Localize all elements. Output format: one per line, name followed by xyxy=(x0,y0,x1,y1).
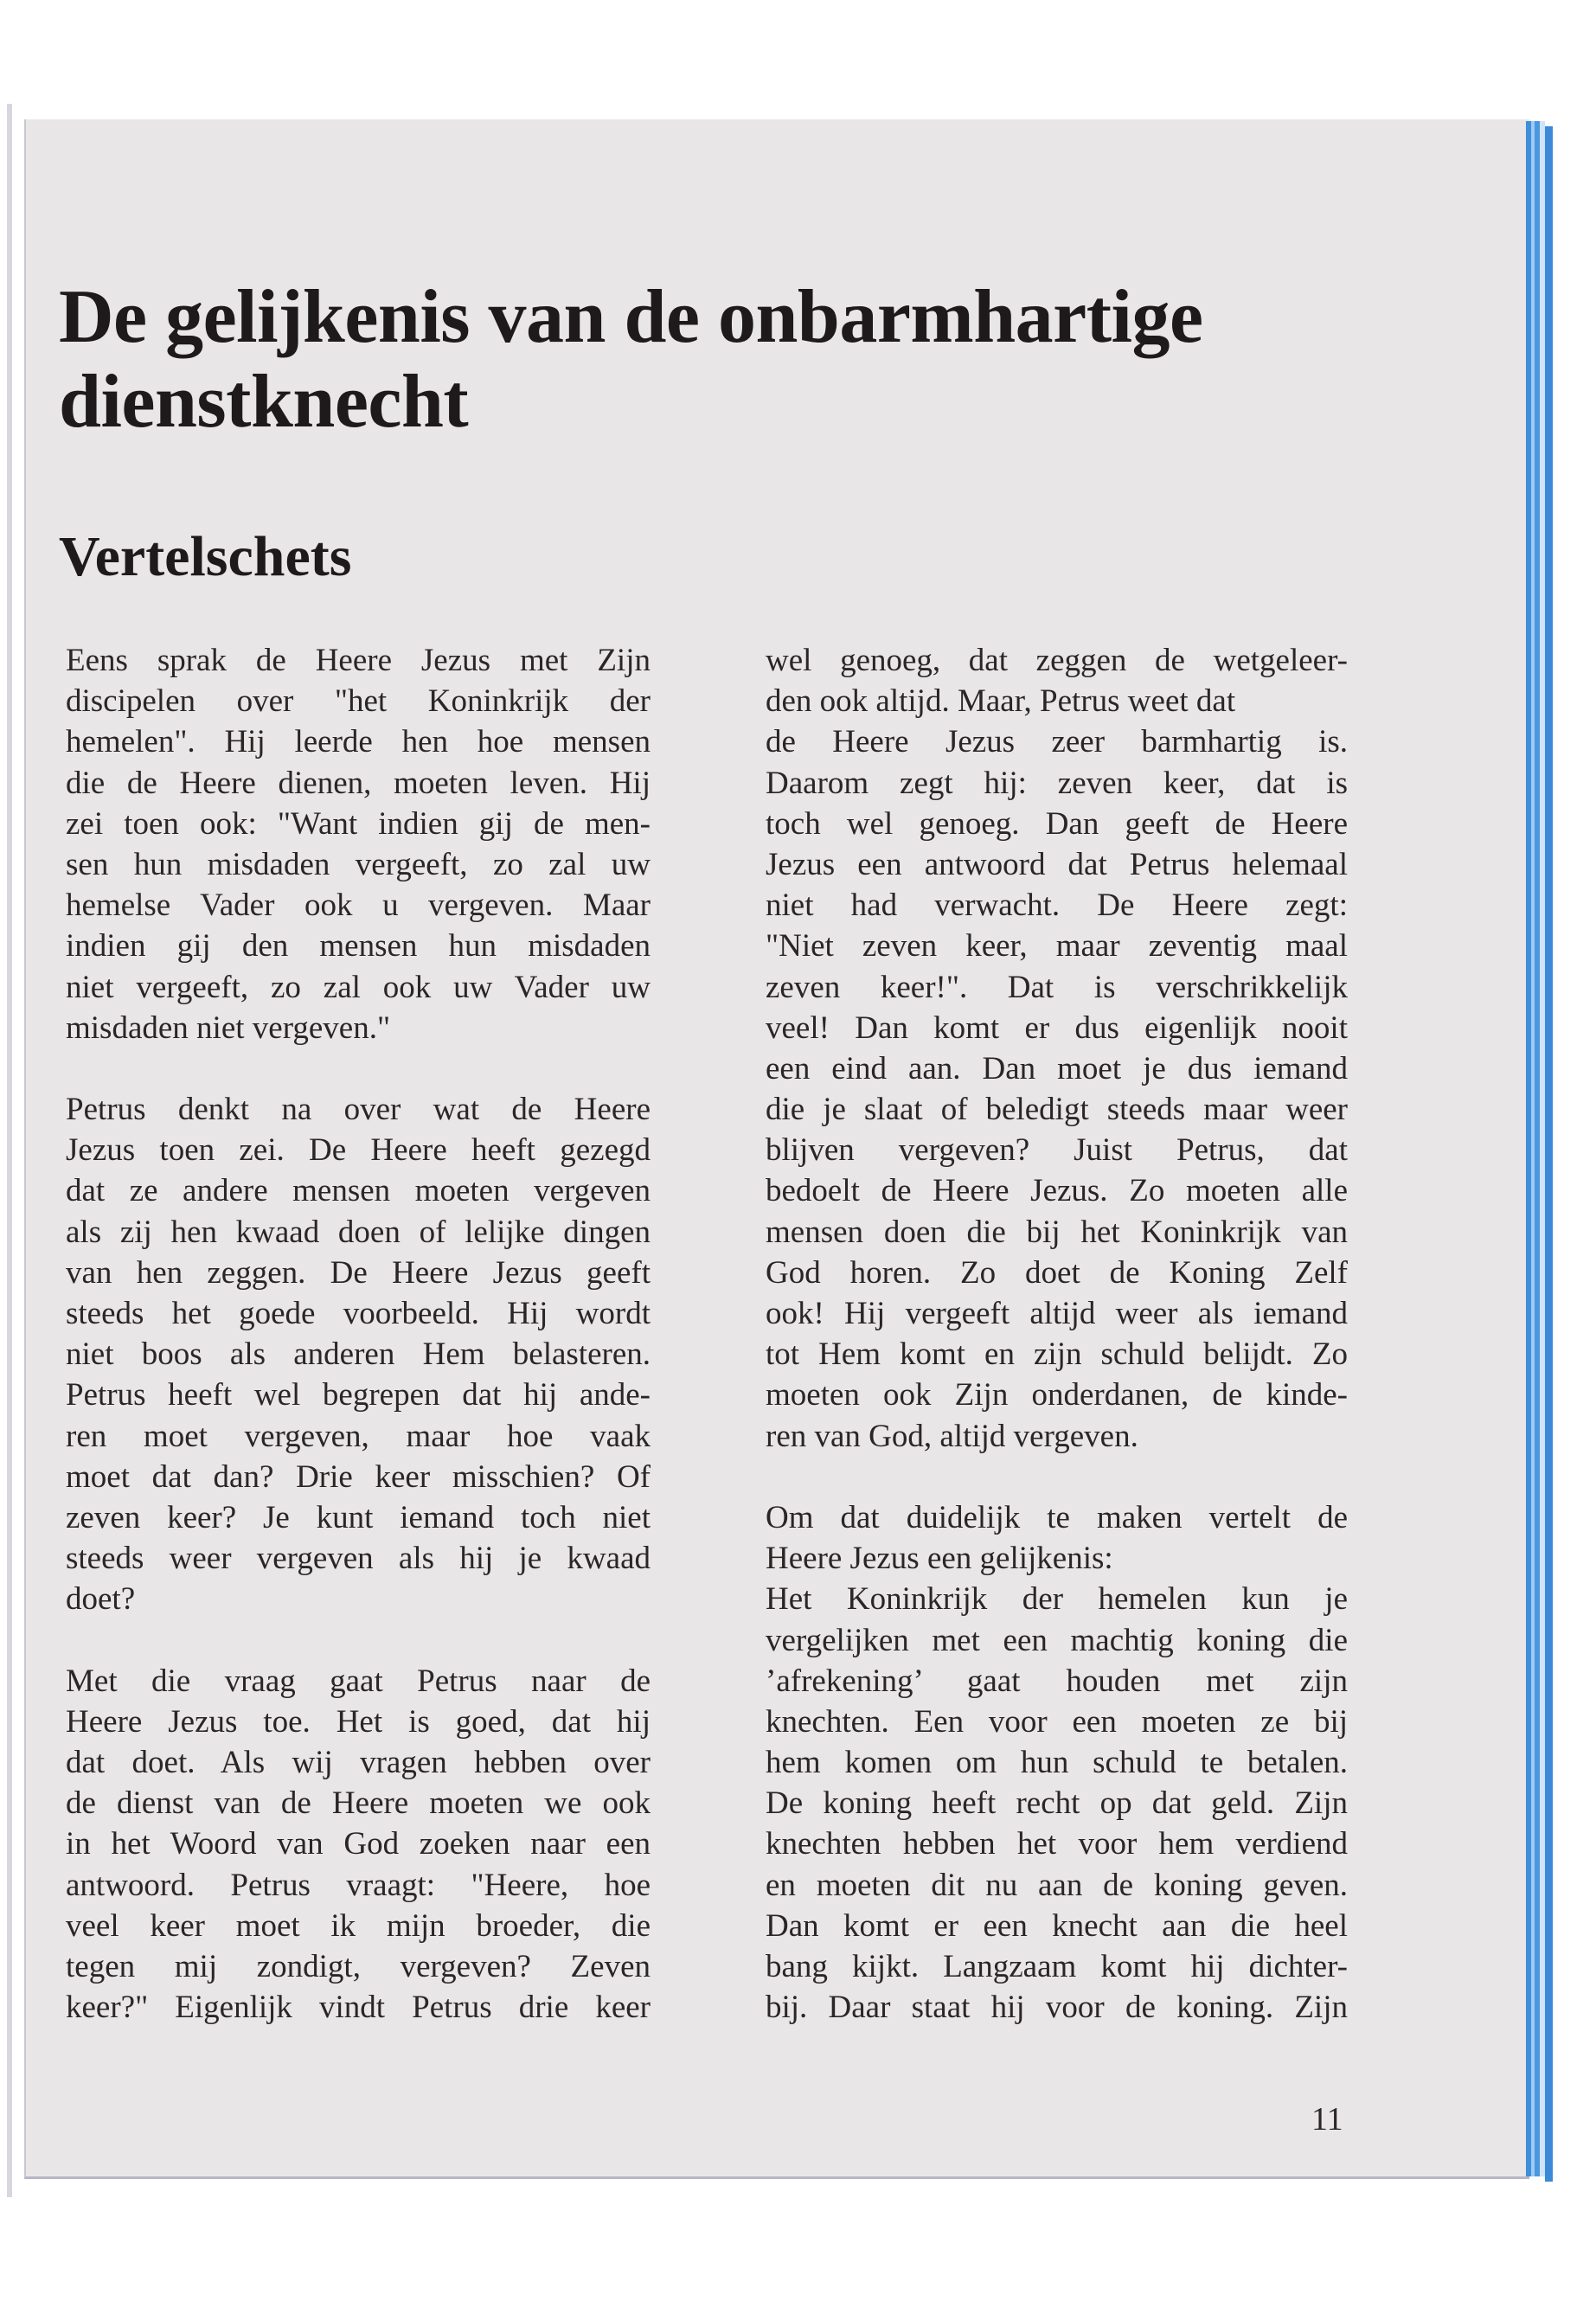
text-line: Heere Jezus toe. Het is goed, dat hij xyxy=(66,1703,651,1740)
text-line: Petrus denkt na over wat de Heere xyxy=(66,1092,651,1128)
text-line: discipelen over "het Koninkrijk der xyxy=(66,683,651,720)
text-line: Jezus een antwoord dat Petrus helemaal xyxy=(766,846,1348,882)
text-line: indien gij den mensen hun misdaden xyxy=(66,928,651,965)
text-line: bij. Daar staat hij voor de koning. Zijn xyxy=(766,1990,1348,2026)
text-line: blijven vergeven? Juist Petrus, dat xyxy=(766,1132,1348,1169)
text-line: toch wel genoeg. Dan geeft de Heere xyxy=(766,805,1348,842)
text-line: "Niet zeven keer, maar zeventig maal xyxy=(766,928,1348,965)
text-line: tegen mij zondigt, vergeven? Zeven xyxy=(66,1949,651,1984)
paragraph xyxy=(766,640,1348,721)
text-line: de Heere Jezus zeer barmhartig is. xyxy=(766,724,1348,760)
text-line: wel genoeg, dat zeggen de wetgeleer- xyxy=(766,643,1348,678)
text-block xyxy=(66,1089,651,1619)
text-line: moet dat dan? Drie keer misschien? Of xyxy=(66,1458,651,1495)
text-line: in het Woord van God zoeken naar een xyxy=(66,1826,651,1862)
section-heading: Vertelschets xyxy=(59,525,352,588)
text-line: God horen. Zo doet de Koning Zelf xyxy=(766,1254,1348,1291)
text-column-left xyxy=(66,640,651,2028)
text-line: den ook altijd. Maar, Petrus weet dat xyxy=(766,683,1236,720)
text-line: ook! Hij vergeeft altijd weer als iemand xyxy=(766,1296,1348,1331)
text-line: hemelse Vader ook u vergeven. Maar xyxy=(66,888,651,924)
text-line: vergelijken met een machtig koning die xyxy=(766,1622,1348,1658)
text-line: zeven keer!". Dat is verschrikkelijk xyxy=(766,969,1348,1005)
text-line: doet? xyxy=(66,1581,136,1618)
paragraph xyxy=(766,1579,1348,2028)
text-line: die de Heere dienen, moeten leven. Hij xyxy=(66,765,651,801)
text-line: dat doet. Als wij vragen hebben over xyxy=(66,1745,651,1781)
text-line: ’afrekening’ gaat houden met zijn xyxy=(766,1663,1348,1699)
paragraph xyxy=(766,1497,1348,1579)
paragraph xyxy=(66,640,651,1048)
text-line: Om dat duidelijk te maken vertelt de xyxy=(766,1499,1348,1535)
page-edge-blue xyxy=(1545,126,1553,2182)
text-block xyxy=(66,1661,651,2029)
text-line: misdaden niet vergeven." xyxy=(66,1009,391,1046)
text-line: bang kijkt. Langzaam komt hij dichter- xyxy=(766,1949,1348,1984)
paragraph xyxy=(66,1661,651,2029)
text-line: Het Koninkrijk der hemelen kun je xyxy=(766,1581,1348,1618)
text-line: hem komen om hun schuld te betalen. xyxy=(766,1745,1348,1781)
text-line: antwoord. Petrus vraagt: "Heere, hoe xyxy=(66,1867,651,1903)
text-line: dat ze andere mensen moeten vergeven xyxy=(66,1173,651,1209)
text-block xyxy=(66,640,651,1048)
text-line: keer?" Eigenlijk vindt Petrus drie keer xyxy=(66,1990,651,2026)
text-line: Dan komt er een knecht aan die heel xyxy=(766,1907,1348,1944)
text-line: Eens sprak de Heere Jezus met Zijn xyxy=(66,643,651,678)
page-title xyxy=(59,275,1203,445)
text-line: Met die vraag gaat Petrus naar de xyxy=(66,1663,651,1699)
text-line: niet had verwacht. De Heere zegt: xyxy=(766,888,1348,924)
text-line: steeds het goede voorbeeld. Hij wordt xyxy=(66,1296,651,1331)
text-line: knechten hebben het voor hem verdiend xyxy=(766,1826,1348,1862)
text-line: moeten ook Zijn onderdanen, de kinde- xyxy=(766,1377,1348,1413)
text-line: Petrus heeft wel begrepen dat hij ande- xyxy=(66,1377,651,1413)
text-line: bedoelt de Heere Jezus. Zo moeten alle xyxy=(766,1173,1348,1209)
text-line: de dienst van de Heere moeten we ook xyxy=(66,1785,651,1822)
text-line: veel keer moet ik mijn broeder, die xyxy=(66,1907,651,1944)
text-line: hemelen". Hij leerde hen hoe mensen xyxy=(66,724,651,760)
text-line: tot Hem komt en zijn schuld belijdt. Zo xyxy=(766,1336,1348,1373)
text-line: mensen doen die bij het Koninkrijk van xyxy=(766,1214,1348,1250)
text-line: en moeten dit nu aan de koning geven. xyxy=(766,1867,1348,1903)
text-line: ren moet vergeven, maar hoe vaak xyxy=(66,1418,651,1454)
text-line: van hen zeggen. De Heere Jezus geeft xyxy=(66,1254,651,1291)
text-line: veel! Dan komt er dus eigenlijk nooit xyxy=(766,1009,1348,1046)
text-line: een eind aan. Dan moet je dus iemand xyxy=(766,1050,1348,1086)
text-block xyxy=(766,640,1348,1457)
title-line: dienstknecht xyxy=(59,360,469,444)
text-line: steeds weer vergeven als hij je kwaad xyxy=(66,1541,651,1577)
text-line: niet vergeeft, zo zal ook uw Vader uw xyxy=(66,969,651,1005)
text-column-right xyxy=(766,640,1348,2028)
text-line: als zij hen kwaad doen of lelijke dingen xyxy=(66,1214,651,1250)
text-line: Heere Jezus een gelijkenis: xyxy=(766,1541,1113,1577)
text-block xyxy=(766,1497,1348,2028)
text-line: zei toen ook: "Want indien gij de men- xyxy=(66,805,651,842)
page-number: 11 xyxy=(1311,2101,1343,2138)
text-line: knechten. Een voor een moeten ze bij xyxy=(766,1703,1348,1740)
text-line: niet boos als anderen Hem belasteren. xyxy=(66,1336,651,1373)
text-line: zeven keer? Je kunt iemand toch niet xyxy=(66,1499,651,1535)
text-line: sen hun misdaden vergeeft, zo zal uw xyxy=(66,846,651,882)
text-line: Daarom zegt hij: zeven keer, dat is xyxy=(766,765,1348,801)
text-line: Jezus toen zei. De Heere heeft gezegd xyxy=(66,1132,651,1169)
book-spine-shadow xyxy=(7,104,12,2197)
paragraph xyxy=(766,721,1348,1456)
paragraph xyxy=(66,1089,651,1619)
text-line: die je slaat of beledigt steeds maar weer xyxy=(766,1092,1348,1128)
text-line: De koning heeft recht op dat geld. Zijn xyxy=(766,1785,1348,1822)
title-line: De gelijkenis van de onbarmhartige xyxy=(59,275,1203,359)
text-line: ren van God, altijd vergeven. xyxy=(766,1418,1138,1454)
